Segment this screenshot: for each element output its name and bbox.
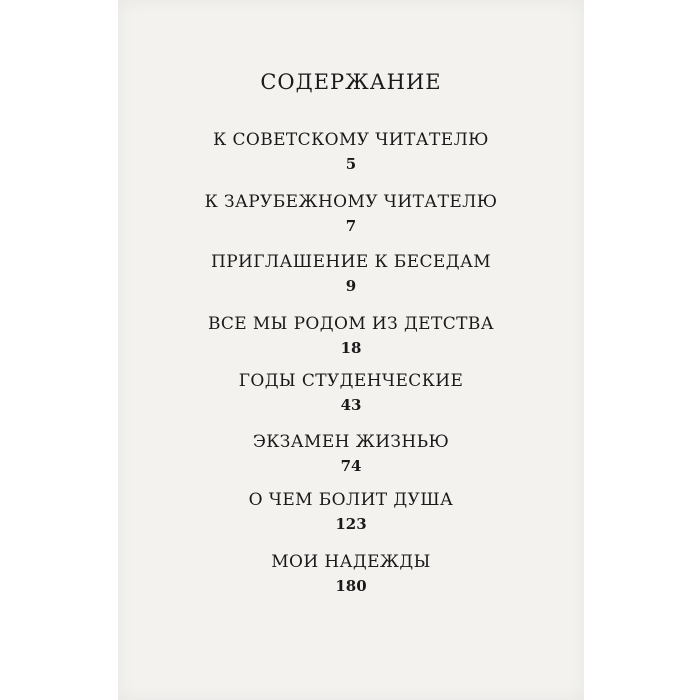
toc-entry bbox=[118, 252, 584, 304]
toc-entry-title: ЭКЗАМЕН ЖИЗНЬЮ bbox=[252, 432, 450, 452]
toc-entry-title: ПРИГЛАШЕНИЕ К БЕСЕДАМ bbox=[210, 252, 492, 272]
toc-entry bbox=[118, 490, 584, 542]
contents-heading: СОДЕРЖАНИЕ bbox=[260, 70, 442, 94]
toc-entry-page: 74 bbox=[340, 457, 362, 475]
toc-entry-title: О ЧЕМ БОЛИТ ДУША bbox=[248, 490, 454, 510]
toc-entry-page: 123 bbox=[335, 515, 367, 533]
toc-entry-title: ВСЕ МЫ РОДОМ ИЗ ДЕТСТВА bbox=[207, 314, 495, 334]
toc-entry-title: К ЗАРУБЕЖНОМУ ЧИТАТЕЛЮ bbox=[204, 192, 498, 212]
toc-entry-page: 180 bbox=[335, 577, 367, 595]
toc-entry-page: 18 bbox=[340, 339, 362, 357]
toc-entry bbox=[118, 130, 584, 182]
toc-entry-page: 9 bbox=[345, 277, 357, 295]
book-page bbox=[118, 0, 584, 700]
toc-entry bbox=[118, 432, 584, 484]
toc-entry-title: ГОДЫ СТУДЕНЧЕСКИЕ bbox=[238, 371, 464, 391]
toc-entry bbox=[118, 192, 584, 244]
table-of-contents bbox=[118, 0, 584, 700]
toc-entry-page: 5 bbox=[345, 155, 357, 173]
toc-entry bbox=[118, 552, 584, 604]
toc-entry-page: 43 bbox=[340, 396, 362, 414]
toc-entry bbox=[118, 371, 584, 423]
toc-entry-title: К СОВЕТСКОМУ ЧИТАТЕЛЮ bbox=[213, 130, 489, 150]
toc-entry-title: МОИ НАДЕЖДЫ bbox=[271, 552, 431, 572]
toc-entry bbox=[118, 314, 584, 366]
toc-entry-page: 7 bbox=[345, 217, 357, 235]
